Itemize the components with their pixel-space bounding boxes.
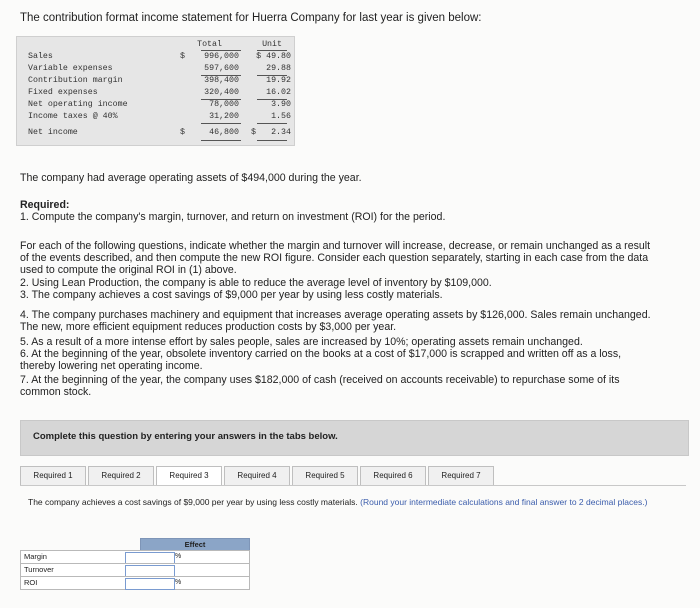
header-total: Total bbox=[197, 40, 222, 49]
statement-row bbox=[17, 128, 294, 138]
row-unit: 2.34 bbox=[271, 128, 291, 137]
assets-text: The company had average operating assets of $494,000 during the year. bbox=[20, 172, 362, 184]
item-5: 5. As a result of a more intense effort by sales people, sales are increased by 10%; operating assets remain unchanged. bbox=[20, 336, 583, 348]
row-dollar: $ bbox=[180, 128, 185, 137]
tab-required-1[interactable]: Required 1 bbox=[20, 466, 86, 486]
answer-label: ROI bbox=[24, 578, 38, 587]
row-total: 320,400 bbox=[204, 88, 239, 97]
row-unit: 29.88 bbox=[266, 64, 291, 73]
answer-row-turnover bbox=[20, 563, 250, 577]
item-2: 2. Using Lean Production, the company is able to reduce the average level of inventory by $109,000. bbox=[20, 277, 492, 289]
instructions-line: For each of the following questions, indicate whether the margin and turnover will increase, decrease, or remain unchanged as a result bbox=[20, 240, 651, 252]
required-heading: Required: bbox=[20, 199, 70, 211]
statement-row bbox=[17, 88, 294, 98]
row-unit: $ 49.80 bbox=[256, 52, 291, 61]
row-label: Income taxes @ 40% bbox=[28, 112, 118, 121]
answer-row-roi bbox=[20, 576, 250, 590]
question-text bbox=[28, 498, 647, 508]
subtotal-rule bbox=[201, 123, 241, 124]
percent-sign: % bbox=[175, 553, 182, 560]
banner-text: Complete this question by entering your answers in the tabs below. bbox=[33, 431, 338, 442]
instructions-line: used to compute the original ROI in (1) above. bbox=[20, 264, 237, 276]
row-total: 597,600 bbox=[204, 64, 239, 73]
header-rule bbox=[257, 50, 287, 51]
item-4: 4. The company purchases machinery and equipment that increases average operating assets by $126,000. Sales remain unchanged. bbox=[20, 309, 651, 321]
row-dollar: $ bbox=[180, 52, 185, 61]
row-unit: 19.92 bbox=[266, 76, 291, 85]
tab-required-2[interactable]: Required 2 bbox=[88, 466, 154, 486]
header-rule bbox=[201, 50, 241, 51]
row-label: Net operating income bbox=[28, 100, 128, 109]
answer-label: Margin bbox=[24, 552, 47, 561]
row-total: 78,000 bbox=[209, 100, 239, 109]
row-label: Variable expenses bbox=[28, 64, 113, 73]
instructions-line: of the events described, and then compute the new ROI figure. Consider each question separately, starting in each case from the data bbox=[20, 252, 649, 264]
answer-row-margin bbox=[20, 550, 250, 564]
row-total: 398,400 bbox=[204, 76, 239, 85]
header-unit: Unit bbox=[262, 40, 282, 49]
item-7-cont: common stock. bbox=[20, 386, 92, 398]
roi-input[interactable] bbox=[125, 578, 175, 590]
item-4-cont: The new, more efficient equipment reduces production costs by $3,000 per year. bbox=[20, 321, 397, 333]
question-body: The company achieves a cost savings of $9,000 per year by using less costly materials. bbox=[28, 497, 358, 507]
row-total: 996,000 bbox=[204, 52, 239, 61]
row-label: Fixed expenses bbox=[28, 88, 98, 97]
instruction-banner bbox=[20, 420, 689, 456]
statement-row bbox=[17, 52, 294, 62]
row-label: Sales bbox=[28, 52, 53, 61]
item-6-cont: thereby lowering net operating income. bbox=[20, 360, 203, 372]
total-double-rule bbox=[201, 140, 241, 141]
rounding-note: (Round your intermediate calculations and final answer to 2 decimal places.) bbox=[360, 497, 648, 507]
total-double-rule bbox=[257, 140, 287, 141]
percent-sign: % bbox=[175, 579, 182, 586]
row-unit: 16.02 bbox=[266, 88, 291, 97]
tab-required-5[interactable]: Required 5 bbox=[292, 466, 358, 486]
row-total: 31,200 bbox=[209, 112, 239, 121]
statement-row bbox=[17, 100, 294, 110]
answer-label: Turnover bbox=[24, 565, 54, 574]
row-unit-dollar: $ bbox=[251, 128, 256, 137]
effect-header: Effect bbox=[140, 538, 250, 552]
subtotal-rule bbox=[257, 123, 287, 124]
item-7: 7. At the beginning of the year, the company uses $182,000 of cash (received on accounts receivable) to repurchase some of its bbox=[20, 374, 620, 386]
item-3: 3. The company achieves a cost savings of $9,000 per year by using less costly materials. bbox=[20, 289, 443, 301]
item-6: 6. At the beginning of the year, obsolete inventory carried on the books at a cost of $17,000 is scrapped and written off as a loss, bbox=[20, 348, 622, 360]
tab-required-6[interactable]: Required 6 bbox=[360, 466, 426, 486]
tab-required-4[interactable]: Required 4 bbox=[224, 466, 290, 486]
intro-text: The contribution format income statement for Huerra Company for last year is given below: bbox=[20, 12, 482, 24]
income-statement bbox=[16, 36, 295, 146]
row-unit: 1.56 bbox=[271, 112, 291, 121]
row-unit: 3.90 bbox=[271, 100, 291, 109]
row-label: Net income bbox=[28, 128, 78, 137]
required-1: 1. Compute the company's margin, turnover, and return on investment (ROI) for the period. bbox=[20, 211, 446, 223]
row-total: 46,800 bbox=[209, 128, 239, 137]
statement-row bbox=[17, 112, 294, 122]
row-label: Contribution margin bbox=[28, 76, 123, 85]
tab-required-3[interactable]: Required 3 bbox=[156, 466, 222, 486]
statement-row bbox=[17, 76, 294, 86]
statement-row bbox=[17, 64, 294, 74]
tab-required-7[interactable]: Required 7 bbox=[428, 466, 494, 486]
